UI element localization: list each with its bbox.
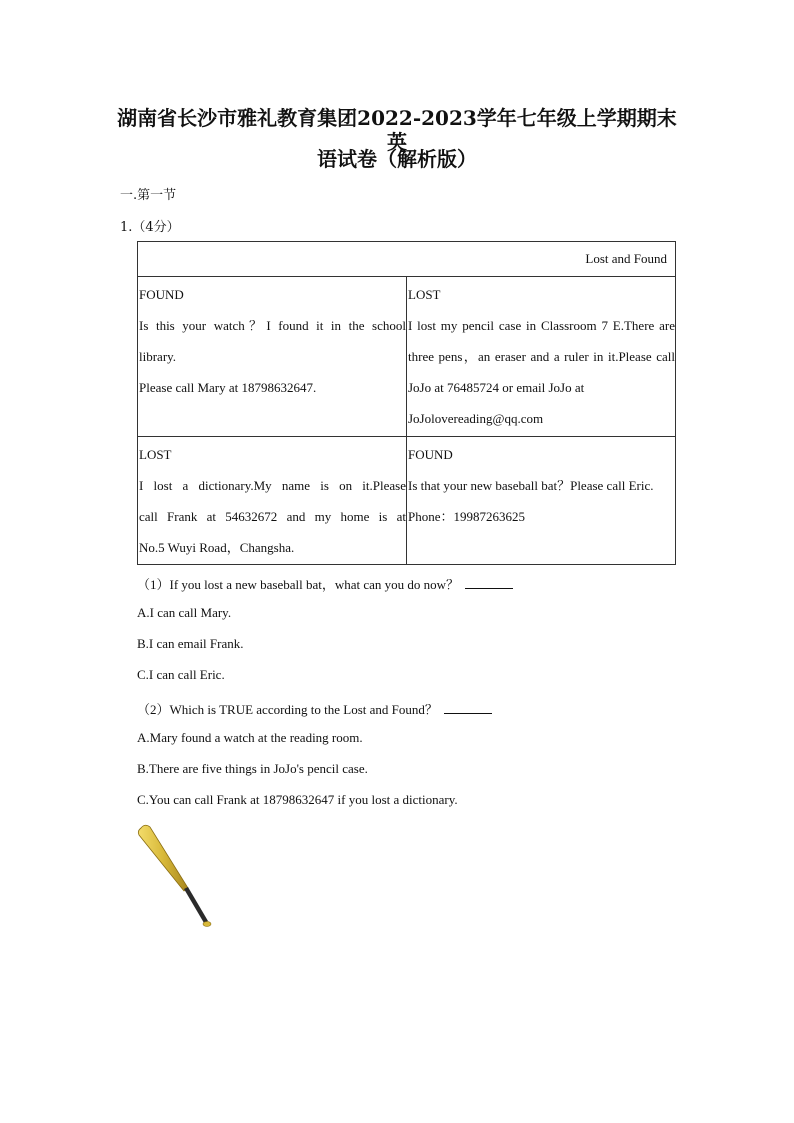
question-1-stem (137, 574, 513, 593)
question-2-option-a: A.Mary found a watch at the reading room. (137, 730, 363, 745)
question-2-option-c: C.You can call Frank at 18798632647 if you lost a dictionary. (137, 792, 458, 807)
notice-heading: FOUND (139, 287, 184, 302)
notice-lost-pencil-case (407, 277, 676, 437)
question-1-option-b: B.I can email Frank. (137, 636, 244, 651)
notice-lost-dictionary (138, 437, 407, 565)
table-header: Lost and Found (138, 242, 676, 277)
notice-heading: LOST (408, 287, 441, 302)
notice-line: Is this your watch？I found it in the school (139, 318, 406, 333)
notice-found-watch (138, 277, 407, 437)
notice-line: three pens，an eraser and a ruler in it.Please call (408, 349, 675, 364)
page-title-line-2: 语试卷（解析版） (317, 147, 477, 171)
question-2-option-b: B.There are five things in JoJo's pencil case. (137, 761, 368, 776)
notice-line: Is that your new baseball bat？Please call Eric. (408, 478, 654, 493)
question-2-text: （2）Which is TRUE according to the Lost and Found？ (137, 702, 438, 717)
notice-line: JoJolovereading@qq.com (408, 411, 544, 426)
notice-heading: FOUND (408, 447, 453, 462)
notice-line: library. (139, 349, 177, 364)
notice-line: call Frank at 54632672 and my home is at (139, 509, 406, 524)
answer-blank-2[interactable] (444, 700, 492, 714)
notice-line: I lost a dictionary.My name is on it.Please (139, 478, 406, 493)
notice-line: Phone：19987263625 (408, 509, 526, 524)
notice-heading: LOST (139, 447, 172, 462)
question-1-option-c: C.I can call Eric. (137, 667, 225, 682)
notice-line: No.5 Wuyi Road，Changsha. (139, 540, 295, 555)
bat-barrel (138, 825, 188, 891)
answer-blank-1[interactable] (465, 575, 513, 589)
question-1-text: （1）If you lost a new baseball bat，what can you do now？ (137, 577, 460, 592)
question-number: 1.（4分） (120, 220, 180, 235)
section-heading: 一.第一节 (120, 188, 177, 203)
question-1-option-a: A.I can call Mary. (137, 605, 232, 620)
bat-grip (184, 887, 211, 926)
baseball-bat-image (132, 818, 222, 936)
notice-line: JoJo at 76485724 or email JoJo at (408, 380, 585, 395)
notice-found-baseball-bat (407, 437, 676, 565)
page-title-line-1: 湖南省长沙市雅礼教育集团2022-2023学年七年级上学期期末英 (117, 106, 677, 154)
question-2-stem (137, 699, 492, 718)
notice-line: Please call Mary at 18798632647. (139, 380, 317, 395)
lost-and-found-table (137, 241, 676, 565)
notice-line: I lost my pencil case in Classroom 7 E.There are (408, 318, 675, 333)
